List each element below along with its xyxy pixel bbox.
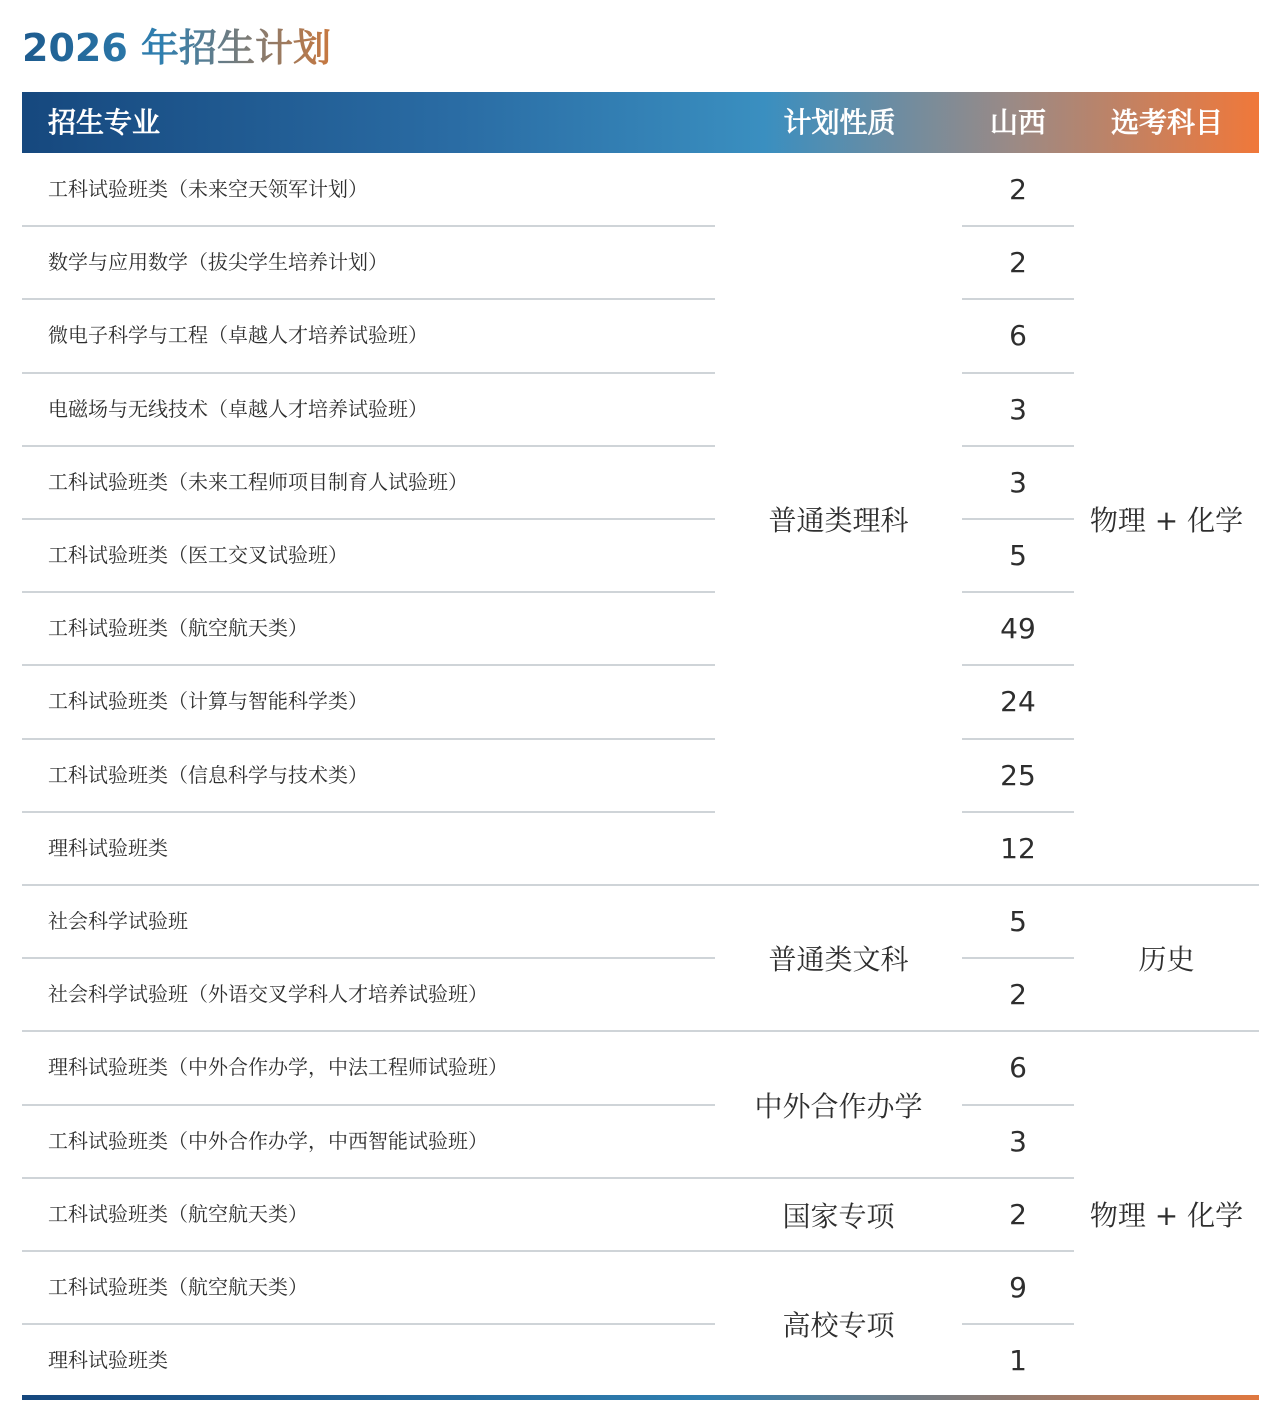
major-name: 工科试验班类（信息科学与技术类） bbox=[48, 763, 368, 787]
header-subjects: 选考科目 bbox=[1110, 106, 1223, 139]
quota-count: 1 bbox=[1009, 1344, 1027, 1377]
bottom-divider bbox=[22, 1395, 1259, 1400]
quota-count: 2 bbox=[1009, 1198, 1027, 1231]
quota-count: 6 bbox=[1009, 1051, 1027, 1084]
major-name: 社会科学试验班（外语交叉学科人才培养试验班） bbox=[48, 982, 488, 1006]
row-divider bbox=[22, 225, 715, 227]
row-divider bbox=[962, 738, 1074, 740]
quota-count: 6 bbox=[1009, 319, 1027, 352]
quota-count: 5 bbox=[1009, 905, 1027, 938]
major-name: 社会科学试验班 bbox=[48, 909, 188, 933]
major-name: 工科试验班类（航空航天类） bbox=[48, 1202, 308, 1226]
quota-count: 2 bbox=[1009, 173, 1027, 206]
row-divider bbox=[962, 1104, 1074, 1106]
row-divider bbox=[962, 811, 1074, 813]
row-divider bbox=[962, 372, 1074, 374]
major-name: 工科试验班类（计算与智能科学类） bbox=[48, 689, 368, 713]
major-name: 工科试验班类（未来工程师项目制育人试验班） bbox=[48, 470, 468, 494]
major-name: 工科试验班类（航空航天类） bbox=[48, 616, 308, 640]
quota-count: 3 bbox=[1009, 393, 1027, 426]
major-name: 工科试验班类（航空航天类） bbox=[48, 1275, 308, 1299]
header-province: 山西 bbox=[989, 106, 1046, 139]
row-divider bbox=[962, 591, 1074, 593]
row-divider bbox=[22, 372, 715, 374]
major-name: 理科试验班类 bbox=[48, 836, 168, 860]
row-divider bbox=[22, 445, 715, 447]
row-divider bbox=[962, 518, 1074, 520]
major-name: 工科试验班类（未来空天领军计划） bbox=[48, 177, 368, 201]
row-divider bbox=[22, 591, 715, 593]
page-title: 2026 年招生计划 bbox=[22, 22, 331, 74]
row-divider bbox=[22, 811, 715, 813]
quota-count: 2 bbox=[1009, 246, 1027, 279]
major-name: 数学与应用数学（拔尖学生培养计划） bbox=[48, 250, 388, 274]
quota-count: 9 bbox=[1009, 1271, 1027, 1304]
quota-count: 2 bbox=[1009, 978, 1027, 1011]
row-divider bbox=[962, 298, 1074, 300]
table-header bbox=[22, 92, 1259, 153]
row-divider bbox=[22, 957, 715, 959]
quota-count: 49 bbox=[1000, 612, 1036, 645]
major-name: 理科试验班类（中外合作办学，中法工程师试验班） bbox=[48, 1055, 508, 1079]
row-divider bbox=[22, 518, 715, 520]
quota-count: 24 bbox=[1000, 685, 1036, 718]
major-name: 工科试验班类（医工交叉试验班） bbox=[48, 543, 348, 567]
row-divider bbox=[962, 225, 1074, 227]
quota-count: 5 bbox=[1009, 539, 1027, 572]
major-name: 电磁场与无线技术（卓越人才培养试验班） bbox=[48, 397, 428, 421]
plan-type: 国家专项 bbox=[782, 1199, 895, 1233]
row-divider bbox=[962, 1323, 1074, 1325]
quota-count: 25 bbox=[1000, 759, 1036, 792]
row-divider bbox=[22, 298, 715, 300]
plan-type: 普通类理科 bbox=[768, 504, 909, 537]
row-divider bbox=[962, 445, 1074, 447]
row-divider bbox=[962, 957, 1074, 959]
row-divider bbox=[962, 664, 1074, 666]
quota-count: 3 bbox=[1009, 466, 1027, 499]
quota-count: 3 bbox=[1009, 1125, 1027, 1158]
major-name: 微电子科学与工程（卓越人才培养试验班） bbox=[48, 323, 428, 347]
quota-count: 12 bbox=[1000, 832, 1036, 865]
elective-subjects: 物理 + 化学 bbox=[1089, 504, 1244, 537]
plan-type: 普通类文科 bbox=[768, 943, 909, 976]
row-divider bbox=[22, 664, 715, 666]
plan-type: 中外合作办学 bbox=[754, 1089, 923, 1123]
row-divider bbox=[22, 1323, 715, 1325]
row-divider bbox=[22, 738, 715, 740]
major-name: 工科试验班类（中外合作办学，中西智能试验班） bbox=[48, 1129, 488, 1153]
row-divider bbox=[22, 1104, 715, 1106]
elective-subjects: 物理 + 化学 bbox=[1089, 1199, 1244, 1232]
header-plan-type: 计划性质 bbox=[783, 106, 896, 139]
header-major: 招生专业 bbox=[48, 106, 161, 139]
major-name: 理科试验班类 bbox=[48, 1348, 168, 1372]
elective-subjects: 历史 bbox=[1138, 943, 1195, 976]
plan-type: 高校专项 bbox=[782, 1309, 895, 1342]
